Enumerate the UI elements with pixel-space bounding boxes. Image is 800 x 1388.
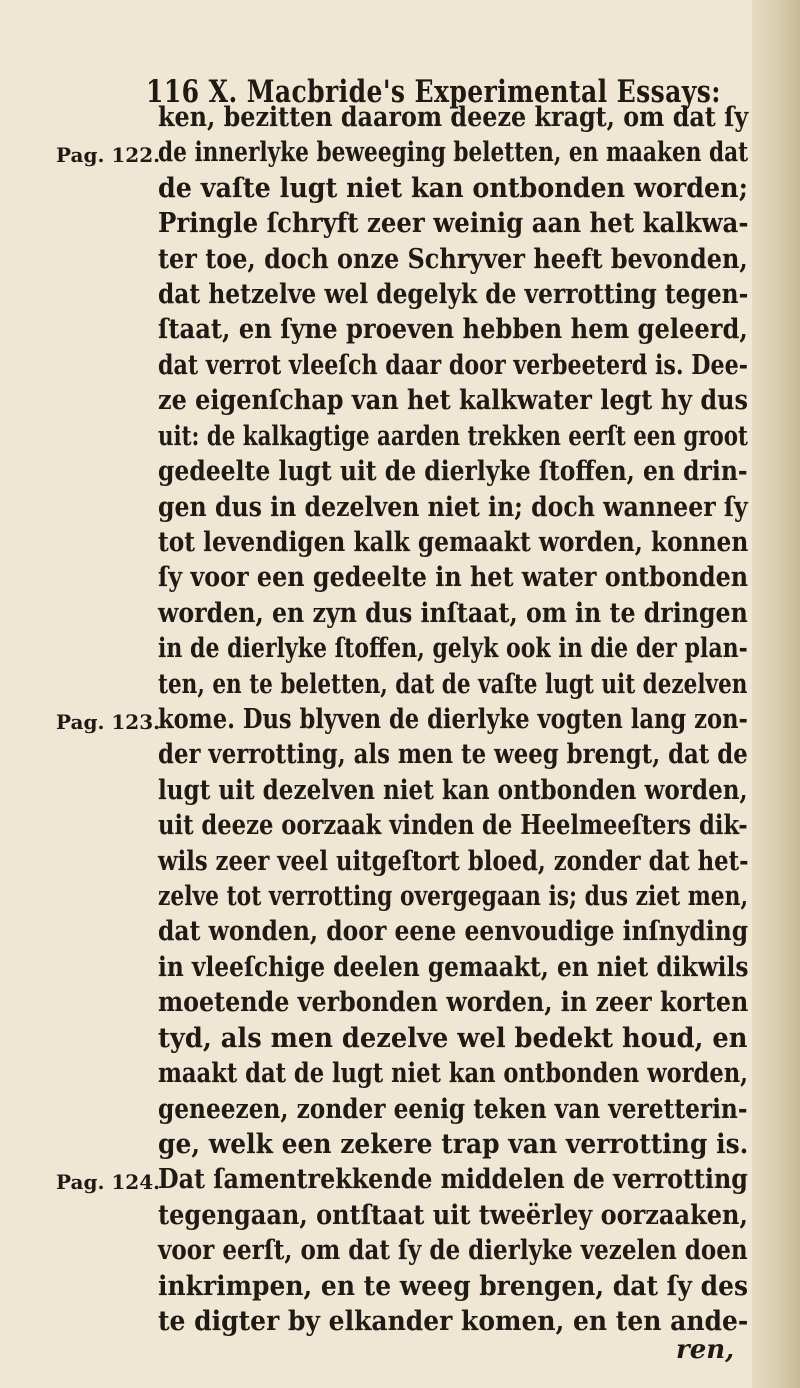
text-line: de vaſte lugt niet kan ontbonden worden; xyxy=(158,173,748,204)
text-line: tegengaan, ontſtaat uit tweërley oorzaaken, xyxy=(158,1200,748,1231)
text-line: in de dierlyke ſtoffen, gelyk ook in die der plan- xyxy=(158,633,748,664)
text-line: ge, welk een zekere trap van verrotting is. xyxy=(158,1129,749,1160)
text-line: dat wonden, door eene eenvoudige inſnyding xyxy=(158,916,749,947)
text-line: ze eigenſchap van het kalkwater legt hy dus xyxy=(158,385,749,416)
text-line: der verrotting, als men te weeg brengt, dat de xyxy=(158,739,748,770)
text-line: moetende verbonden worden, in zeer korten xyxy=(158,987,749,1018)
text-line: dat hetzelve wel degelyk de verrotting tegen- xyxy=(158,279,749,310)
text-line: ken, bezitten daarom deeze kragt, om dat ſy xyxy=(158,102,749,133)
text-line: ter toe, doch onze Schryver heeft bevonden, xyxy=(158,244,748,275)
margin-note: Pag. 122. xyxy=(56,143,161,167)
text-line: inkrimpen, en te weeg brengen, dat ſy des xyxy=(158,1271,749,1302)
text-line: Pringle ſchryft zeer weinig aan het kalkwa- xyxy=(158,208,749,239)
text-line: de innerlyke beweeging beletten, en maaken dat xyxy=(158,137,749,168)
text-line: lugt uit dezelven niet kan ontbonden worden, xyxy=(158,775,748,806)
text-line: gen dus in dezelven niet in; doch wanneer ſy xyxy=(158,492,748,523)
text-line: zelve tot verrotting overgegaan is; dus ziet men, xyxy=(158,881,749,912)
text-line: ten, en te beletten, dat de vaſte lugt uit dezelven xyxy=(158,669,748,700)
margin-note: Pag. 124. xyxy=(56,1170,161,1194)
text-line: dat verrot vleeſch daar door verbeeterd is. Dee- xyxy=(158,350,748,381)
page-edge xyxy=(752,0,800,1388)
text-line: Dat ſamentrekkende middelen de verrotting xyxy=(158,1164,748,1195)
catchword: ren, xyxy=(676,1335,735,1365)
text-line: ſy voor een gedeelte in het water ontbonden xyxy=(158,562,749,593)
text-line: ſtaat, en ſyne proeven hebben hem geleerd, xyxy=(158,314,748,345)
text-line: wils zeer veel uitgeſtort bloed, zonder dat het- xyxy=(158,846,749,877)
text-line: geneezen, zonder eenig teken van veretterin- xyxy=(158,1094,748,1125)
text-line: in vleeſchige deelen gemaakt, en niet dikwils xyxy=(158,952,749,983)
text-line: uit: de kalkagtige aarden trekken eerſt een groot xyxy=(158,421,748,452)
text-line: kome. Dus blyven de dierlyke vogten lang zon- xyxy=(158,704,748,735)
text-line: te digter by elkander komen, en ten ande- xyxy=(158,1306,749,1337)
text-line: gedeelte lugt uit de dierlyke ſtoffen, en drin- xyxy=(158,456,748,487)
text-line: worden, en zyn dus inſtaat, om in te dringen xyxy=(158,598,748,629)
running-header: 116 X. Macbride's Experimental Essays: xyxy=(146,74,721,110)
text-line: tyd, als men dezelve wel bedekt houd, en xyxy=(158,1023,748,1054)
text-line: tot levendigen kalk gemaakt worden, konnen xyxy=(158,527,749,558)
margin-note: Pag. 123. xyxy=(56,710,161,734)
text-line: maakt dat de lugt niet kan ontbonden worden, xyxy=(158,1058,749,1089)
text-line: uit deeze oorzaak vinden de Heelmeeſters dik- xyxy=(158,810,748,841)
text-line: voor eerſt, om dat ſy de dierlyke vezelen doen xyxy=(158,1235,748,1266)
